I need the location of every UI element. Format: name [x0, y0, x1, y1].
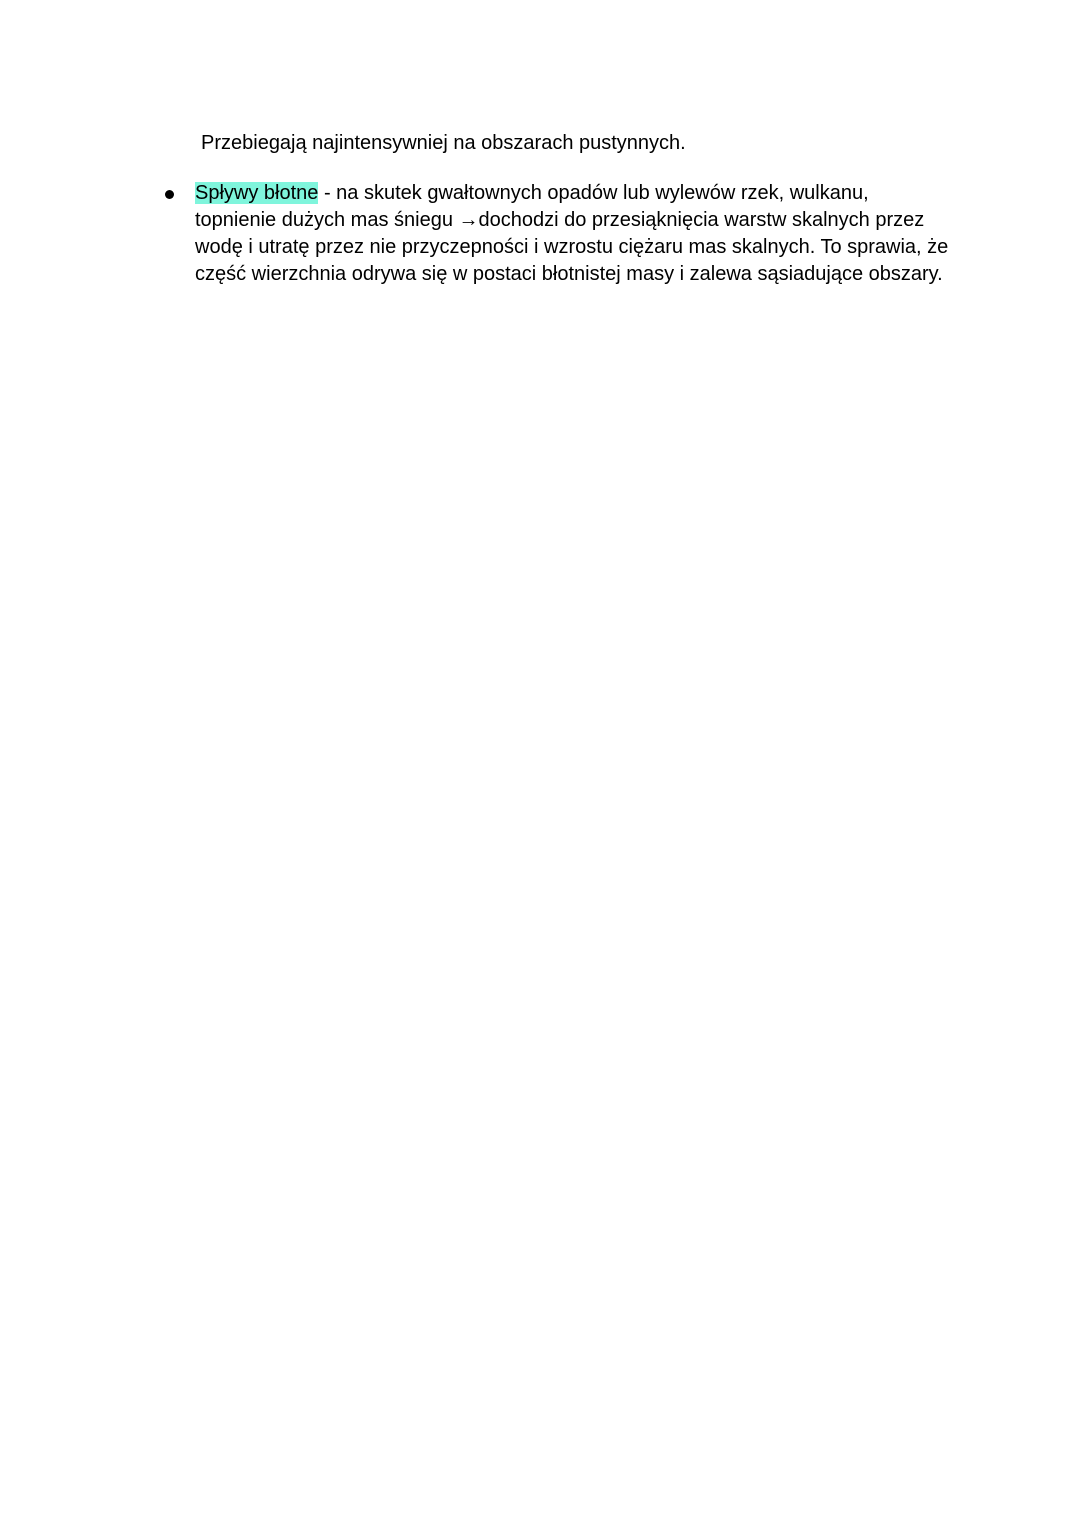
bullet-line-1: [195, 180, 948, 207]
bullet-paragraph: [195, 180, 948, 288]
bullet-icon: [165, 190, 174, 199]
continuation-paragraph: Przebiegają najintensywniej na obszarach pustynnych.: [201, 132, 686, 154]
bullet-line-3: wodę i utratę przez nie przyczepności i wzrostu ciężaru mas skalnych. To sprawia, że: [195, 236, 949, 258]
bullet-line-4: część wierzchnia odrywa się w postaci błotnistej masy i zalewa sąsiadujące obszary.: [195, 263, 943, 285]
bullet-line-2: topnienie dużych mas śniegu →dochodzi do przesiąknięcia warstw skalnych przez: [195, 209, 925, 231]
bullet-line-1-text: - na skutek gwałtownych opadów lub wylewów rzek, wulkanu,: [318, 182, 869, 204]
highlighted-term: Spływy błotne: [195, 182, 319, 204]
